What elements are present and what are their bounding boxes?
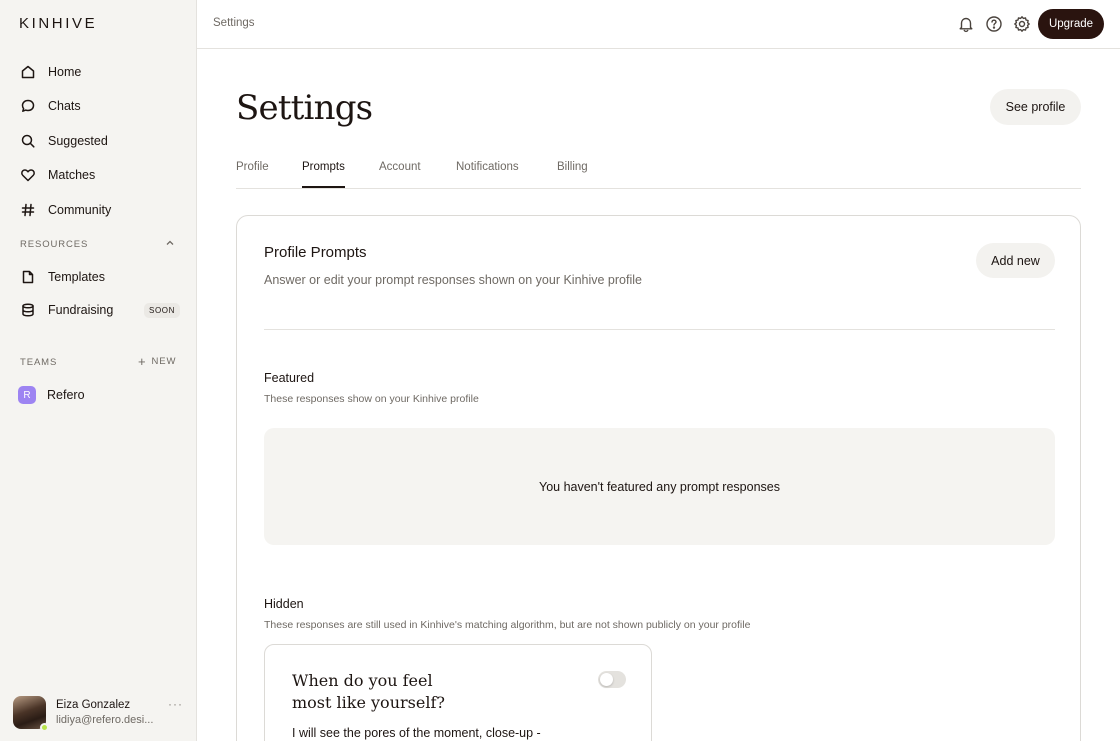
app-logo[interactable]: KINHIVE	[19, 15, 98, 32]
breadcrumb: Settings	[213, 17, 255, 29]
sidebar-item-team-refero[interactable]	[12, 380, 184, 410]
sidebar-item-label: Home	[48, 65, 82, 79]
tab-account[interactable]: Account	[379, 161, 421, 173]
chat-bubble-icon	[20, 98, 36, 114]
empty-state-text: You haven't featured any prompt responses	[539, 479, 780, 494]
tab-prompts[interactable]: Prompts	[302, 161, 345, 188]
sidebar-item-suggested[interactable]	[12, 126, 184, 156]
plus-icon: +	[138, 353, 147, 369]
prompt-answer: I will see the pores of the moment, close-up -	[292, 726, 541, 740]
gear-icon[interactable]	[1012, 14, 1032, 34]
resources-section-label: RESOURCES	[20, 239, 89, 250]
online-status-dot	[40, 723, 49, 732]
user-name: Eiza Gonzalez	[56, 698, 131, 711]
avatar	[13, 696, 46, 729]
sidebar-item-community[interactable]	[12, 195, 184, 225]
sidebar-item-label: Community	[48, 203, 112, 217]
document-icon	[20, 269, 36, 285]
settings-tabs	[236, 150, 1081, 189]
card-title: Profile Prompts	[264, 244, 367, 261]
card-subtitle: Answer or edit your prompt responses shown on your Kinhive profile	[264, 273, 642, 287]
sidebar-item-label: Templates	[48, 270, 105, 284]
new-team-button[interactable]	[138, 353, 177, 369]
user-email: lidiya@refero.desi...	[56, 713, 154, 726]
sidebar-item-fundraising[interactable]	[12, 295, 184, 325]
teams-section-label: TEAMS	[20, 357, 58, 368]
tab-billing[interactable]: Billing	[557, 161, 588, 173]
upgrade-button[interactable]: Upgrade	[1038, 9, 1104, 39]
help-icon[interactable]	[984, 14, 1004, 34]
database-icon	[20, 302, 36, 318]
search-icon	[20, 133, 36, 149]
hidden-title: Hidden	[264, 597, 304, 611]
tab-notifications[interactable]: Notifications	[456, 161, 519, 173]
sidebar-item-templates[interactable]	[12, 262, 184, 292]
featured-subtitle: These responses show on your Kinhive profile	[264, 393, 479, 405]
hashtag-icon	[20, 202, 36, 218]
feature-toggle[interactable]	[598, 671, 626, 688]
hidden-subtitle: These responses are still used in Kinhive's matching algorithm, but are not shown publicly on your profile	[264, 619, 751, 631]
sidebar-item-label: Fundraising	[48, 303, 114, 317]
divider	[264, 329, 1055, 330]
more-options-icon[interactable]: ···	[168, 697, 183, 711]
sidebar-item-chats[interactable]	[12, 91, 184, 121]
prompt-question-line: most like yourself?	[292, 693, 445, 712]
tab-profile[interactable]: Profile	[236, 161, 269, 173]
home-icon	[20, 64, 36, 80]
prompt-card[interactable]	[264, 644, 652, 741]
chevron-up-icon[interactable]	[164, 237, 176, 249]
add-new-button[interactable]: Add new	[976, 243, 1055, 278]
new-team-label: NEW	[151, 356, 177, 367]
sidebar-item-home[interactable]	[12, 57, 184, 87]
bell-icon[interactable]	[956, 14, 976, 34]
user-profile[interactable]	[13, 695, 185, 729]
prompt-question-line: When do you feel	[292, 671, 433, 690]
see-profile-button[interactable]: See profile	[990, 89, 1081, 125]
toggle-knob	[600, 673, 613, 686]
profile-prompts-card	[236, 215, 1081, 741]
featured-empty-state	[264, 428, 1055, 545]
prompt-question	[292, 670, 552, 714]
page-title: Settings	[236, 88, 373, 128]
soon-badge: SOON	[144, 303, 180, 318]
team-avatar: R	[18, 386, 36, 404]
sidebar-item-label: Chats	[48, 99, 81, 113]
heart-icon	[20, 167, 36, 183]
top-bar	[197, 0, 1120, 49]
featured-title: Featured	[264, 371, 315, 385]
sidebar-item-label: Refero	[47, 388, 85, 402]
sidebar-item-matches[interactable]	[12, 160, 184, 190]
sidebar-item-label: Suggested	[48, 134, 108, 148]
sidebar	[0, 0, 197, 741]
sidebar-item-label: Matches	[48, 168, 96, 182]
